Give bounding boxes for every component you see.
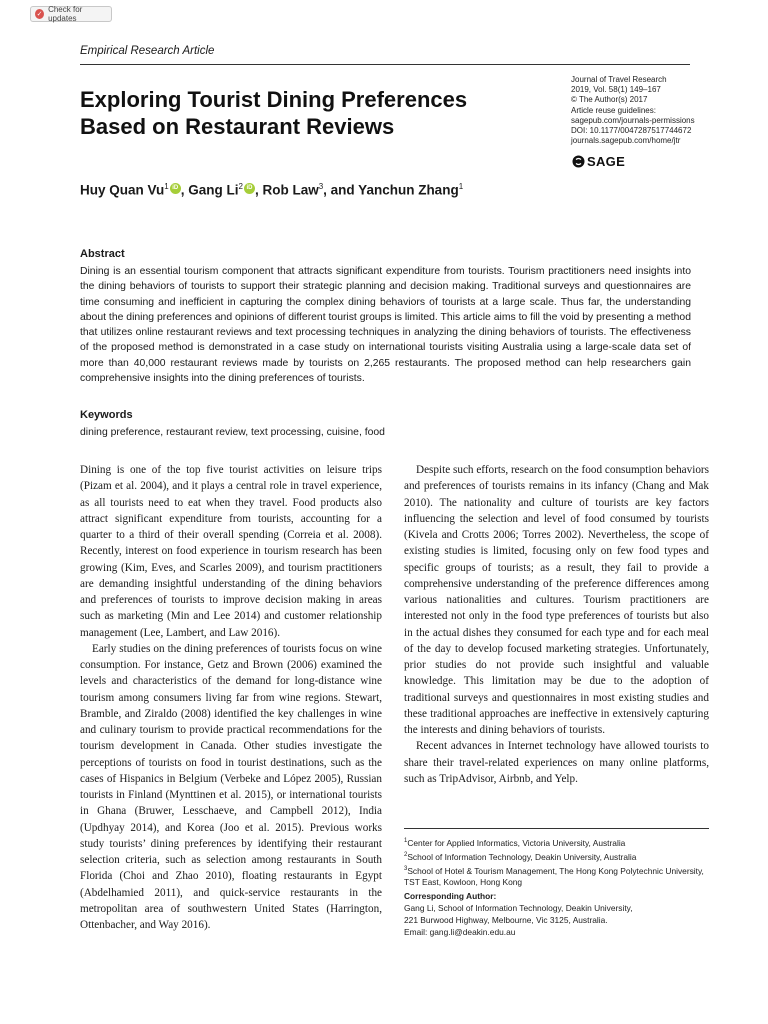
corresponding-email[interactable]: Email: gang.li@deakin.edu.au	[404, 927, 516, 938]
abstract-heading: Abstract	[80, 248, 125, 260]
author-affil: 1	[458, 182, 464, 191]
corresponding-line: 221 Burwood Highway, Melbourne, Vic 3125, Australia.	[404, 915, 608, 926]
body-paragraph: Recent advances in Internet technology have allowed tourists to share their travel-related experiences on many online platforms, such as TripAdvisor, Airbnb, and Yelp.	[404, 740, 709, 785]
corresponding-author-heading: Corresponding Author:	[404, 891, 497, 902]
body-paragraph: Early studies on the dining preferences of tourists focus on wine consumption. For instance, Getz and Brown (2006) examined the levels and characteristics of the demand for long-distance wine tourism among consumers living far from wine regions. Stewart, Bramble, and Ziraldo (2008) identified the key challenges in wine and culinary tourism to provide practical recommendations for the tourism development in Canada. Other studies investigate the perceptions of tourists on food in tourist destinations, such as the cases of Hispanics in Belgium (Verbeke and López 2005), Russian tourists in Finland (Mynttinen et al. 2015), or international tourists in Ghana (Bruwer, Lesschaeve, and Campbell 2012), India (Updhyay 2014), and Korea (Joo et al. 2015). Previous works study tourists’ dining preferences by identifying their restaurant selection criteria, such as selection among restaurants in South Florida (Choi and Zhao 2010), floating restaurants in Egypt (Abdelhamied 2011), and quick-service restaurants in the metropolitan area of southwestern United States (Harrington, Ottenbacher, and Way 2016).	[80, 642, 382, 931]
affiliation: $^2$School of Information Technology, Deakin University, Australia	[404, 851, 637, 862]
body-paragraph: Dining is one of the top five tourist activities on leisure trips (Pizam et al. 2004), and it plays a central role in travel experience, as all tourists need to eat when they travel. Food products also attract significant expenditure from tourists, accounting for a quarter to a third of their overall spending (Correia et al. 2008). Recently, interest on food experience in tourism research has been growing (Kim, Eves, and Scarles 2009), and tourism practitioners are demanding insightful understanding of the dining behaviors and preferences of tourists to improve decision making in areas such as marketing (Min and Lee 2014) and customer relationship management (Lee, Lambert, and Law 2016).	[80, 464, 382, 639]
body-column-right	[404, 462, 709, 787]
footnote-divider	[404, 828, 709, 829]
permissions-link[interactable]: sagepub.com/journals-permissions	[571, 115, 695, 125]
publisher-logo	[572, 154, 625, 169]
journal-home-link[interactable]: journals.sagepub.com/home/jtr	[571, 136, 681, 146]
keywords-heading: Keywords	[80, 409, 133, 421]
journal-name: Journal of Travel Research	[571, 75, 667, 84]
author-list: Huy Quan Vu$^1$ iD , Gang Li$^2$ iD , Rob Law$^3$, and Yanchun Zhang$^1$	[80, 182, 464, 198]
orcid-icon[interactable]: iD	[244, 183, 255, 194]
doi-link[interactable]: DOI: 10.1177/0047287517744672	[571, 126, 692, 136]
check-for-updates-button[interactable]	[30, 6, 112, 22]
article-type: Empirical Research Article	[80, 45, 215, 57]
author-affil: 3	[318, 182, 324, 191]
header-divider	[80, 64, 690, 65]
journal-volume: 2019, Vol. 58(1) 149–167	[571, 85, 661, 95]
journal-info	[571, 75, 741, 146]
affiliation: $^1$Center for Applied Informatics, Victoria University, Australia	[404, 837, 626, 848]
affiliations	[404, 835, 709, 938]
author-affil: 1	[164, 182, 169, 191]
abstract-text: Dining is an essential tourism component that attracts significant expenditure from tourists. Tourism practitioners need insights into the dining behaviors of tourists to support their strategic planning and decision making. Traditional surveys and questionnaires are time consuming and inefficient in capturing the complex dining behaviors of tourists at a large scale. Thus far, the understanding about the dining preferences and opinions of different tourist groups is limited. This article aims to fill the void by presenting a method that utilizes online restaurant reviews and text processing techniques in analyzing the dining behaviors of tourists. The effectiveness of the proposed method is demonstrated in a case study on international tourists visiting Australia using a large-scale data set of more than 40,000 restaurant reviews made by tourists on 2,265 restaurants. The proposed method can help researchers gain comprehensive insights into the dining preferences of tourists.	[80, 266, 691, 385]
orcid-icon[interactable]: iD	[170, 183, 181, 194]
author-name[interactable]: and Yanchun Zhang	[330, 182, 459, 198]
check-updates-label: Check for updates	[48, 5, 83, 23]
affiliation: $^3$School of Hotel & Tourism Management, The Hong Kong Polytechnic University, TST East, Kowloon, Hong Kong	[404, 865, 704, 888]
author-name[interactable]: Gang Li	[188, 182, 239, 198]
paper-title: Exploring Tourist Dining Preferences Based on Restaurant Reviews	[80, 87, 468, 139]
publisher-name: SAGE	[587, 154, 626, 169]
author-name[interactable]: Rob Law	[262, 182, 319, 198]
sage-logo-icon	[572, 155, 585, 168]
reuse-label: Article reuse guidelines:	[571, 105, 656, 115]
copyright: © The Author(s) 2017	[571, 95, 648, 105]
corresponding-line: Gang Li, School of Information Technology, Deakin University,	[404, 903, 633, 914]
author-name[interactable]: Huy Quan Vu	[80, 182, 165, 198]
keywords-text: dining preference, restaurant review, text processing, cuisine, food	[80, 427, 385, 438]
update-badge-icon: ✓	[36, 10, 43, 18]
author-affil: 2	[238, 182, 243, 191]
body-paragraph: Despite such efforts, research on the food consumption behaviors and preferences of tourists remains in its infancy (Chang and Mak 2010). The nationality and culture of tourists are key factors influencing the selection and level of food consumed by tourists (Kivela and Crotts 2006; Torres 2002). Nevertheless, the scope of existing studies is limited, focusing only on few food types and specific groups of tourists; as a result, they fail to provide a comprehensive understanding of the preference differences among various nationalities and cultures. Tourism practitioners are interested not only in the food type preferences of tourists but also in the actual dishes they consumed for each type and for each meal of the day to develop focused marketing strategies. Unfortunately, prior studies do not provide such insightful and valuable knowledge. This limitation may be due to the adoption of traditional surveys and questionnaires in most existing studies and these traditional approaches are ineffective in extensively capturing the interests and dining behaviors of tourists.	[404, 464, 709, 736]
body-column-left	[80, 462, 382, 933]
